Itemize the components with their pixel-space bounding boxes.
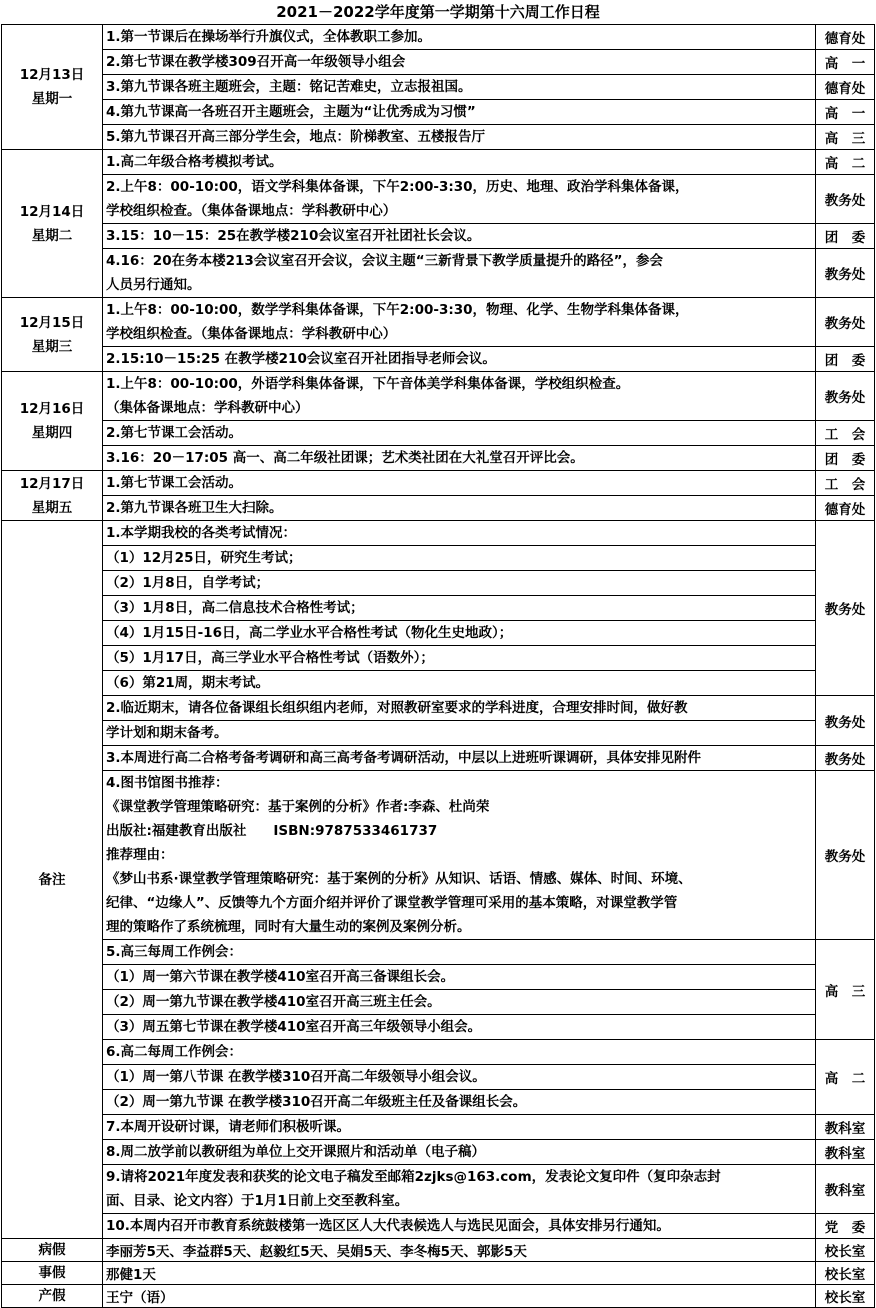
leave-row — [2, 1239, 875, 1262]
dept-cell: 高 三 — [816, 125, 875, 150]
note-cell — [103, 940, 816, 1040]
schedule-row — [2, 100, 875, 125]
task-text: 1.上午8：00-10:00，数学学科集体备课，下午2:00-3:30，物理、化学、生物学科集体备课， — [106, 302, 689, 318]
task-text: 学校组织检查。（集体备课地点：学科教研中心） — [106, 326, 397, 342]
note-text: （5）1月17日，高三学业水平合格性考试（语数外）； — [103, 646, 815, 671]
leave-row — [2, 1262, 875, 1285]
day-weekday: 星期二 — [31, 227, 73, 244]
note-text: （3）1月8日，高二信息技术合格性考试； — [103, 596, 815, 621]
task-text: 2.上午8：00-10:00，语文学科集体备课，下午2:00-3:30，历史、地理、政治学科集体备课， — [106, 179, 689, 195]
schedule-row — [2, 175, 875, 224]
dept-cell: 教科室 — [816, 1165, 875, 1214]
dept-cell: 高 三 — [816, 940, 875, 1040]
note-text: （2）1月8日，自学考试； — [103, 571, 815, 596]
note-text: 面、目录、论文内容）于1月1日前上交至教科室。 — [106, 1193, 409, 1209]
note-text: 理的策略作了系统梳理，同时有大量生动的案例及案例分析。 — [106, 919, 471, 935]
note-text: 2.临近期末，请各位备课组长组织组内老师，对照教研室要求的学科进度，合理安排时间，做好教 — [103, 696, 815, 721]
task-text: 人员另行通知。 — [106, 277, 201, 293]
task-cell — [103, 298, 816, 347]
dept-cell: 高 一 — [816, 50, 875, 75]
dept-cell: 教务处 — [816, 746, 875, 771]
note-text: 出版社:福建教育出版社 ISBN:9787533461737 — [106, 823, 438, 839]
note-text: （3）周五第七节课在教学楼410室召开高三年级领导小组会。 — [106, 1019, 482, 1035]
dept-cell: 教务处 — [816, 521, 875, 696]
day-date: 12月14日 — [19, 203, 85, 220]
note-cell — [103, 696, 816, 746]
schedule-row — [2, 125, 875, 150]
notes-label-cell — [2, 521, 103, 1239]
leave-dept: 校长室 — [816, 1285, 875, 1308]
task-text: 1.第七节课工会活动。 — [106, 475, 243, 491]
note-cell — [103, 771, 816, 940]
task-text: 2.15:10－15:25 在教学楼210会议室召开社团指导老师会议。 — [106, 351, 496, 367]
task-text: 1.上午8：00-10:00，外语学科集体备课，下午音体美学科集体备课，学校组织检查。 — [106, 376, 630, 392]
dept-cell: 德育处 — [816, 25, 875, 50]
note-row — [2, 1165, 875, 1214]
dept-cell: 教务处 — [816, 298, 875, 347]
dept-cell: 高 一 — [816, 100, 875, 125]
note-text: 学计划和期末备考。 — [106, 725, 228, 741]
schedule-row — [2, 50, 875, 75]
note-row — [2, 1140, 875, 1165]
leave-type: 产假 — [2, 1285, 103, 1308]
task-text: 4.16：20在务本楼213会议室召开会议，会议主题“三新背景下教学质量提升的路径”，参会 — [106, 253, 664, 269]
dept-cell: 教科室 — [816, 1140, 875, 1165]
day-weekday: 星期五 — [31, 499, 73, 516]
task-cell — [103, 372, 816, 421]
note-cell — [103, 1140, 816, 1165]
task-text: 2.第七节课工会活动。 — [106, 425, 243, 441]
note-cell — [103, 746, 816, 771]
note-row — [2, 746, 875, 771]
note-row — [2, 1040, 875, 1115]
schedule-body — [2, 25, 875, 1308]
task-cell — [103, 25, 816, 50]
leave-dept: 校长室 — [816, 1239, 875, 1262]
dept-cell: 高 二 — [816, 1040, 875, 1115]
note-text: （1）周一第六节课在教学楼410室召开高三备课组长会。 — [103, 965, 815, 990]
task-cell — [103, 50, 816, 75]
leave-dept: 校长室 — [816, 1262, 875, 1285]
note-text: 1.本学期我校的各类考试情况： — [103, 521, 815, 546]
schedule-row — [2, 421, 875, 446]
note-row — [2, 1115, 875, 1140]
day-date: 12月16日 — [19, 401, 85, 417]
dept-cell: 教务处 — [816, 696, 875, 746]
leave-names: 王宁（语） — [103, 1285, 816, 1308]
note-cell — [103, 521, 816, 696]
task-text: 3.15：10－15：25在教学楼210会议室召开社团社长会议。 — [106, 228, 481, 244]
dept-cell: 德育处 — [816, 75, 875, 100]
task-cell — [103, 496, 816, 521]
task-cell — [103, 175, 816, 224]
note-row — [2, 771, 875, 940]
day-weekday: 星期三 — [31, 338, 73, 355]
note-text: （1）周一第八节课 在教学楼310召开高二年级领导小组会议。 — [103, 1065, 815, 1090]
schedule-row — [2, 446, 875, 471]
note-cell — [103, 1040, 816, 1115]
dept-cell: 教务处 — [816, 249, 875, 298]
dept-cell: 党 委 — [816, 1214, 875, 1239]
note-text: 7.本周开设研讨课，请老师们积极听课。 — [106, 1119, 351, 1135]
task-text: 3.第九节课各班主题班会，主题：铭记苦难史，立志报祖国。 — [106, 79, 472, 95]
day-weekday: 星期一 — [31, 91, 73, 107]
leave-row — [2, 1285, 875, 1308]
note-text: （4）1月15日-16日，高二学业水平合格性考试（物化生史地政）； — [103, 621, 815, 646]
note-cell — [103, 1214, 816, 1239]
note-text: 3.本周进行高二合格考备考调研和高三高考备考调研活动，中层以上进班听课调研，具体安排见附件 — [106, 750, 702, 766]
task-cell — [103, 347, 816, 372]
day-cell — [2, 25, 103, 150]
task-text: 2.第七节课在教学楼309召开高一年级领导小组会 — [106, 54, 406, 70]
day-date: 12月13日 — [19, 67, 85, 83]
note-text: （1）12月25日，研究生考试； — [103, 546, 815, 571]
task-text: 5.第九节课召开高三部分学生会，地点：阶梯教室、五楼报告厅 — [106, 129, 486, 145]
day-cell — [2, 298, 103, 372]
task-cell — [103, 421, 816, 446]
note-text: 推荐理由： — [106, 847, 174, 863]
note-text: 10.本周内召开市教育系统鼓楼第一选区区人大代表候选人与选民见面会，具体安排另行通知。 — [106, 1218, 670, 1234]
task-text: 1.高二年级合格考模拟考试。 — [106, 154, 283, 170]
note-text: （6）第21周，期末考试。 — [106, 675, 270, 691]
task-cell — [103, 150, 816, 175]
note-text: 《梦山书系·课堂教学管理策略研究：基于案例的分析》从知识、话语、情感、媒体、时间、环境、 — [106, 871, 692, 887]
dept-cell: 教科室 — [816, 1115, 875, 1140]
schedule-row — [2, 347, 875, 372]
schedule-row — [2, 496, 875, 521]
schedule-row — [2, 372, 875, 421]
note-text: 《课堂教学管理策略研究：基于案例的分析》作者:李森、杜尚荣 — [106, 799, 490, 815]
leave-names: 那健1天 — [103, 1262, 816, 1285]
dept-cell: 教务处 — [816, 175, 875, 224]
schedule-row — [2, 298, 875, 347]
note-text: （2）周一第九节课在教学楼410室召开高三班主任会。 — [103, 990, 815, 1015]
note-text: （2）周一第九节课 在教学楼310召开高二年级班主任及备课组长会。 — [106, 1094, 527, 1110]
note-cell — [103, 1165, 816, 1214]
task-text: （集体备课地点：学科教研中心） — [106, 400, 309, 416]
task-cell — [103, 75, 816, 100]
task-text: 3.16：20－17:05 高一、高二年级社团课；艺术类社团在大礼堂召开评比会。 — [106, 450, 584, 466]
day-cell — [2, 471, 103, 521]
task-cell — [103, 249, 816, 298]
note-row — [2, 696, 875, 746]
leave-type: 事假 — [2, 1262, 103, 1285]
schedule-row — [2, 471, 875, 496]
day-date: 12月15日 — [19, 314, 85, 331]
note-cell — [103, 1115, 816, 1140]
day-weekday: 星期四 — [31, 425, 73, 441]
dept-cell: 团 委 — [816, 347, 875, 372]
note-text: 9.请将2021年度发表和获奖的论文电子稿发至邮箱2zjks@163.com，发表论文复印件（复印杂志封 — [106, 1169, 721, 1185]
dept-cell: 教务处 — [816, 771, 875, 940]
task-text: 学校组织检查。（集体备课地点：学科教研中心） — [106, 203, 397, 219]
schedule-row — [2, 249, 875, 298]
schedule-row — [2, 75, 875, 100]
note-row — [2, 521, 875, 696]
schedule-row — [2, 224, 875, 249]
day-cell — [2, 150, 103, 298]
dept-cell: 团 委 — [816, 446, 875, 471]
task-text: 1.第一节课后在操场举行升旗仪式，全体教职工参加。 — [106, 29, 432, 45]
note-text: 4.图书馆图书推荐： — [106, 775, 229, 791]
dept-cell: 工 会 — [816, 421, 875, 446]
dept-cell: 高 二 — [816, 150, 875, 175]
page-title: 2021－2022学年度第一学期第十六周工作日程 — [276, 3, 600, 21]
note-text: 纪律、“边缘人”、反馈等九个方面介绍并评价了课堂教学管理可采用的基本策略，对课堂教学管 — [106, 895, 678, 911]
note-text: 8.周二放学前以教研组为单位上交开课照片和活动单（电子稿） — [106, 1144, 486, 1160]
notes-label: 备注 — [38, 871, 66, 888]
schedule-row — [2, 25, 875, 50]
task-cell — [103, 224, 816, 249]
task-text: 4.第九节课高一各班召开主题班会，主题为“让优秀成为习惯” — [106, 104, 476, 120]
note-text: 6.高二每周工作例会： — [103, 1040, 815, 1065]
dept-cell: 教务处 — [816, 372, 875, 421]
dept-cell: 德育处 — [816, 496, 875, 521]
day-cell — [2, 372, 103, 471]
task-cell — [103, 125, 816, 150]
schedule-table — [1, 24, 875, 1308]
day-date: 12月17日 — [19, 475, 85, 492]
dept-cell: 团 委 — [816, 224, 875, 249]
task-cell — [103, 471, 816, 496]
dept-cell: 工 会 — [816, 471, 875, 496]
task-cell — [103, 446, 816, 471]
note-row — [2, 1214, 875, 1239]
task-cell — [103, 100, 816, 125]
note-text: 5.高三每周工作例会： — [103, 940, 815, 965]
leave-type: 病假 — [2, 1239, 103, 1262]
schedule-row — [2, 150, 875, 175]
task-text: 2.第九节课各班卫生大扫除。 — [106, 500, 283, 516]
leave-names: 李丽芳5天、李益群5天、赵毅红5天、吴娟5天、李冬梅5天、郭影5天 — [103, 1239, 816, 1262]
note-row — [2, 940, 875, 1040]
